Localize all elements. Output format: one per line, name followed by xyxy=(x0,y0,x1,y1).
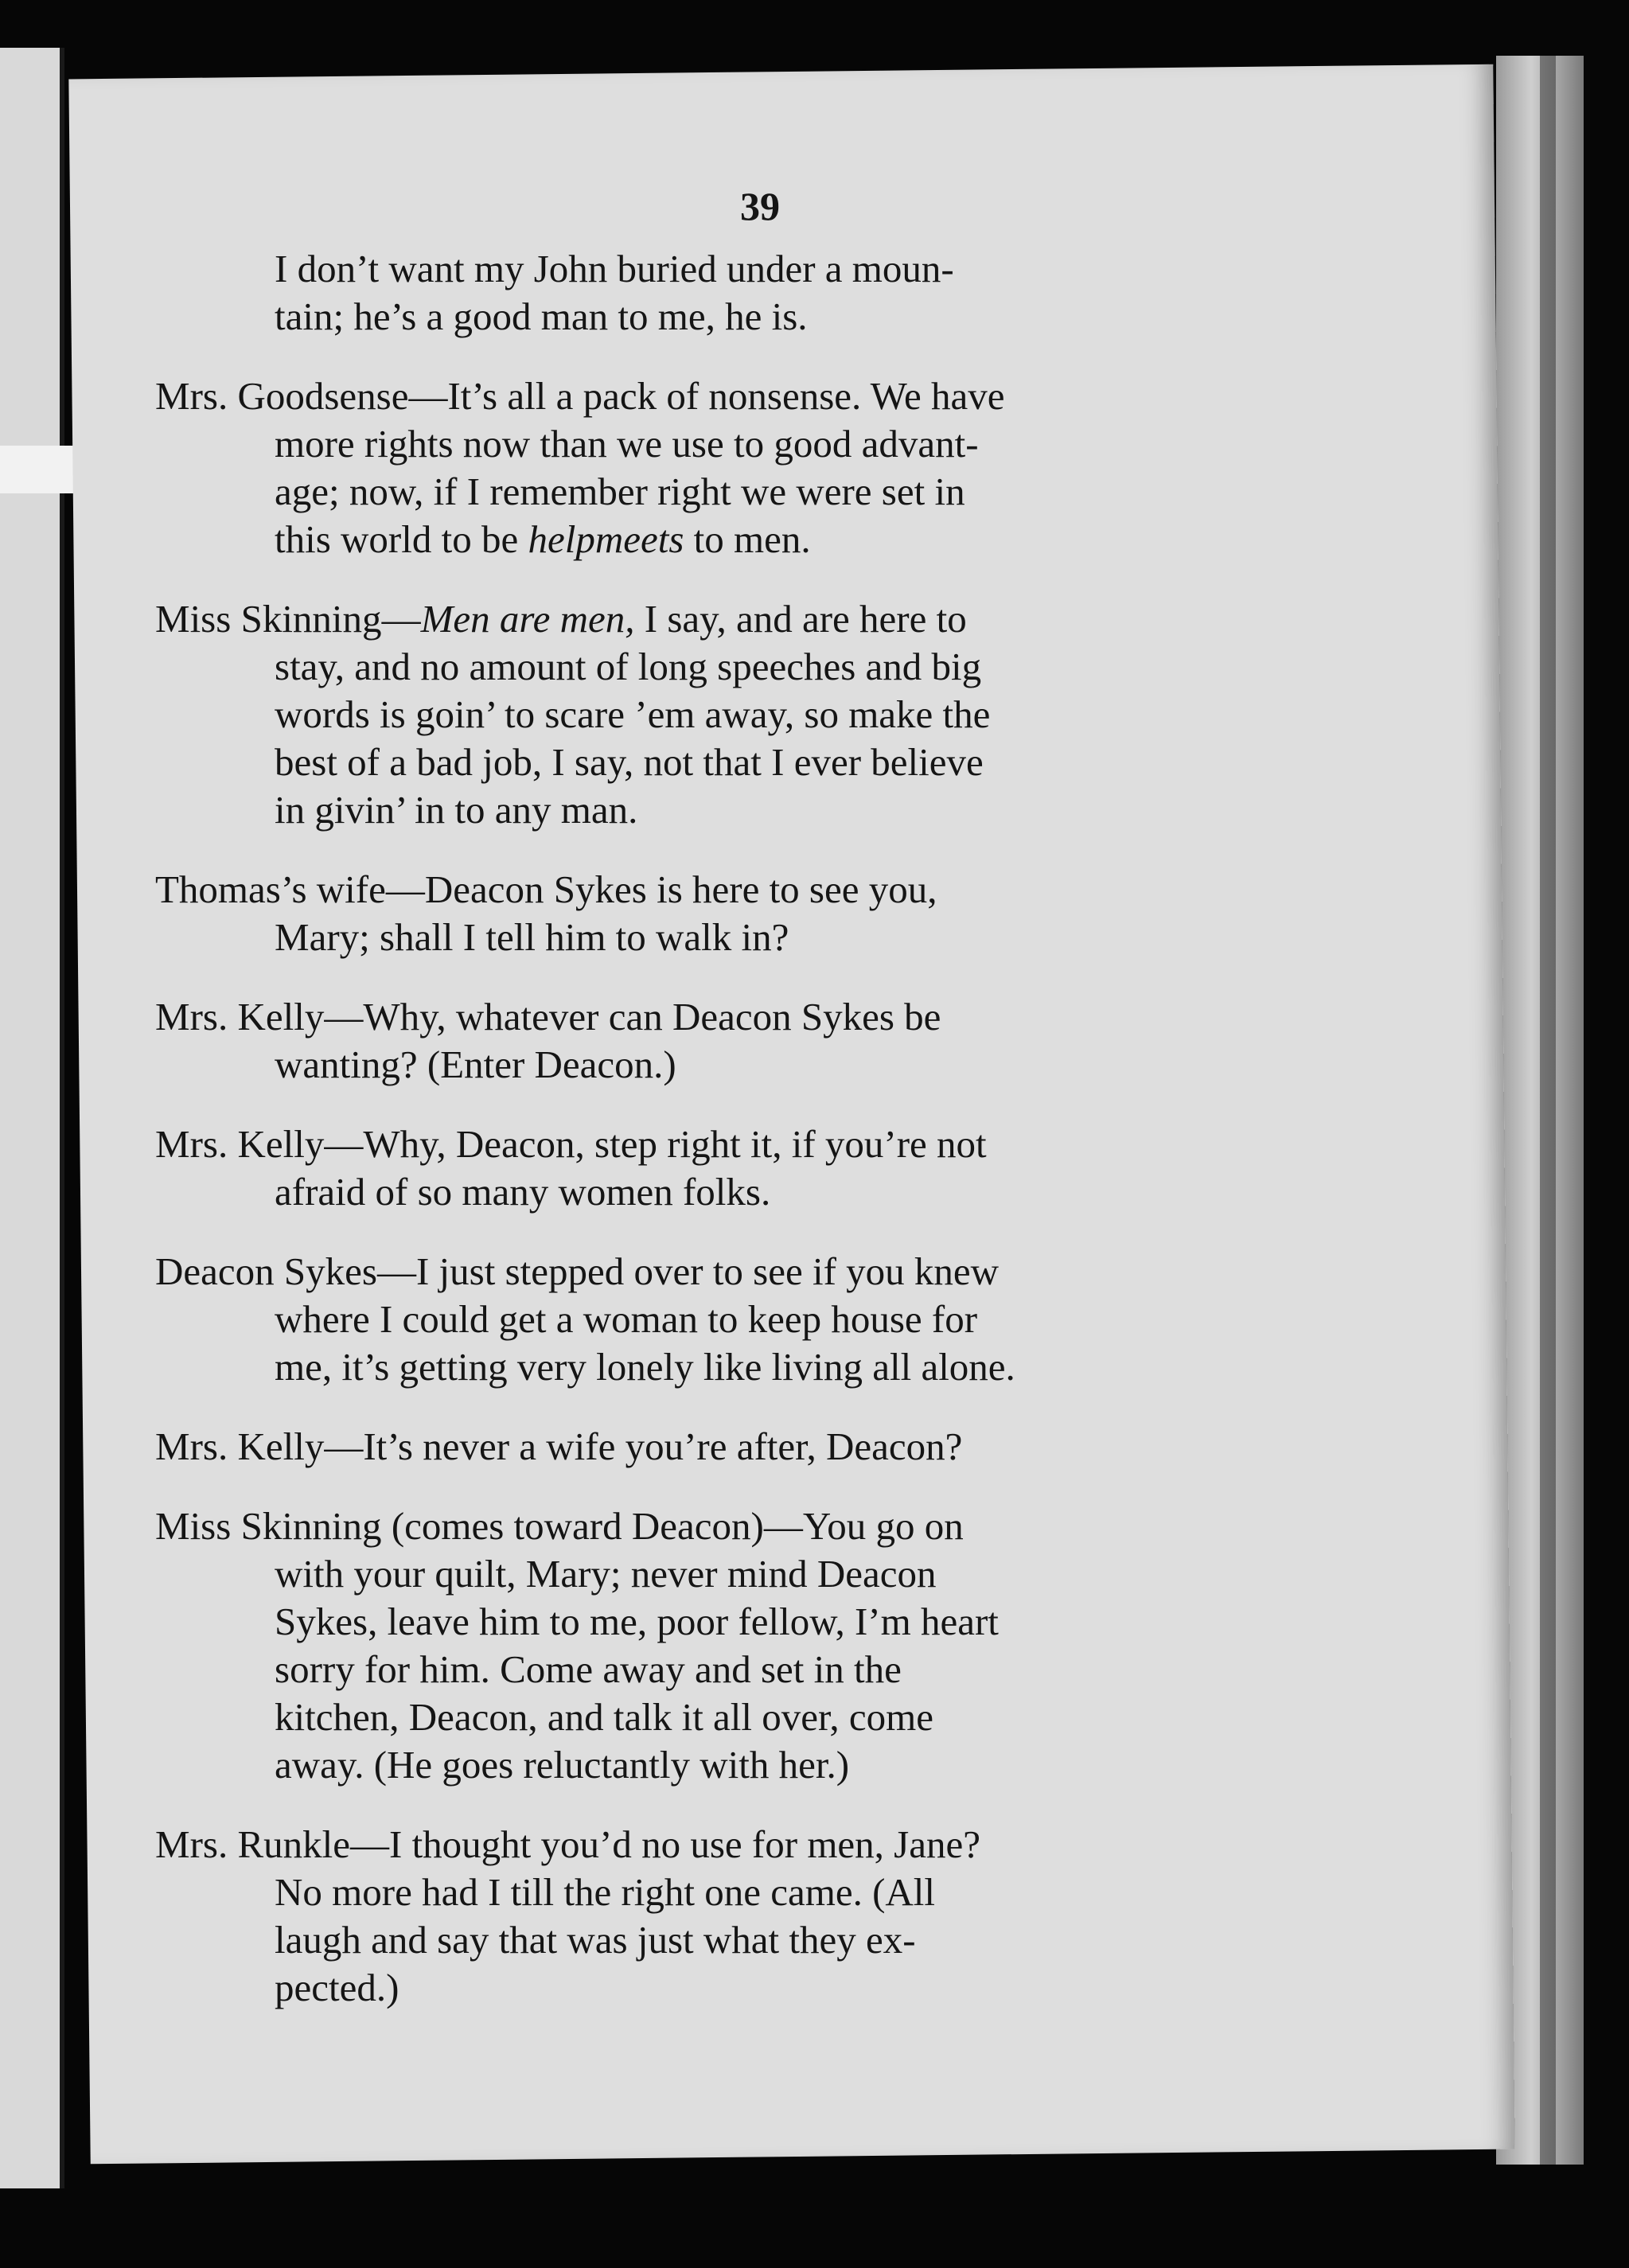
page-text xyxy=(155,183,1333,2044)
page-number: 39 xyxy=(740,184,780,228)
line-text: I say, and are here to xyxy=(634,597,967,641)
text-line: where I could get a woman to keep house for xyxy=(275,1297,978,1341)
text-line: kitchen, Deacon, and talk it all over, come xyxy=(275,1695,933,1739)
text-line: age; now, if I remember right we were set in xyxy=(275,470,965,513)
text-line xyxy=(155,1248,1333,1296)
text-line: sorry for him. Come away and set in the xyxy=(275,1647,902,1691)
line-text: this world to be xyxy=(275,517,528,561)
text-line: pected.) xyxy=(275,1966,399,2009)
dialogue-entry xyxy=(155,372,1333,563)
text-line: with your quilt, Mary; never mind Deacon xyxy=(275,1552,937,1596)
speaker-name: Mrs. Kelly xyxy=(155,1122,325,1166)
speaker-name: Mrs. Runkle xyxy=(155,1822,350,1866)
previous-page-edge xyxy=(0,48,64,2188)
text-line xyxy=(155,1423,1333,1471)
dialogue-entry xyxy=(155,1423,1333,1471)
speaker-name: Mrs. Kelly xyxy=(155,1424,325,1468)
line-text: —Why, whatever can Deacon Sykes be xyxy=(324,995,941,1039)
text-line: me, it’s getting very lonely like living all alone. xyxy=(275,1345,1015,1389)
speaker-name: Mrs. Kelly xyxy=(155,995,325,1039)
dialogue-entry xyxy=(155,1248,1333,1391)
text-line xyxy=(155,516,1333,563)
text-line: No more had I till the right one came. (All xyxy=(275,1870,936,1914)
dialogue-entry xyxy=(155,1821,1333,2012)
text-line: Mary; shall I tell him to walk in? xyxy=(275,915,789,959)
text-line: words is goin’ to scare ’em away, so make the xyxy=(275,692,991,736)
text-line: wanting? (Enter Deacon.) xyxy=(275,1042,676,1086)
dialogue-entry xyxy=(155,1120,1333,1216)
line-text: —Deacon Sykes is here to see you, xyxy=(385,867,937,911)
text-line xyxy=(155,1120,1333,1168)
speaker-name: Miss Skinning xyxy=(155,597,382,641)
line-text: —Why, Deacon, step right it, if you’re not xyxy=(324,1122,987,1166)
text-line xyxy=(155,866,1333,914)
line-text: —I just stepped over to see if you knew xyxy=(376,1249,1000,1293)
book-edge-shadow xyxy=(1540,56,1556,2165)
dialogue-entry xyxy=(155,866,1333,961)
line-text: —It’s never a wife you’re after, Deacon? xyxy=(324,1424,963,1468)
text-line: stay, and no amount of long speeches and big xyxy=(275,645,982,688)
text-line: more rights now than we use to good advant- xyxy=(275,422,979,466)
text-line: away. (He goes reluctantly with her.) xyxy=(275,1743,850,1787)
text-line: laugh and say that was just what they ex- xyxy=(275,1918,916,1962)
text-line xyxy=(155,1821,1333,1869)
text-line: best of a bad job, I say, not that I ever believe xyxy=(275,740,984,784)
dialogue-entry xyxy=(155,245,1333,341)
text-line: I don’t want my John buried under a moun- xyxy=(275,247,954,290)
line-text: — xyxy=(381,597,421,641)
text-line xyxy=(155,993,1333,1041)
speaker-name: Thomas’s wife xyxy=(155,867,386,911)
text-line: in givin’ in to any man. xyxy=(275,788,638,832)
line-text: —I thought you’d no use for men, Jane? xyxy=(350,1822,980,1866)
text-line: Sykes, leave him to me, poor fellow, I’m heart xyxy=(275,1600,999,1643)
italic-text: helpmeets xyxy=(528,517,684,561)
line-text: —It’s all a pack of nonsense. We have xyxy=(408,374,1005,418)
line-text: to men. xyxy=(684,517,811,561)
text-line: tain; he’s a good man to me, he is. xyxy=(275,294,808,338)
speaker-name: Deacon Sykes xyxy=(155,1249,377,1293)
dialogue-entry xyxy=(155,595,1333,834)
text-line: afraid of so many women folks. xyxy=(275,1170,771,1214)
italic-text: Men are men, xyxy=(420,597,635,641)
text-line xyxy=(155,595,1333,643)
page-edge-gap xyxy=(0,446,76,493)
dialogue-entry xyxy=(155,1502,1333,1789)
text-line xyxy=(155,1502,1333,1550)
text-line xyxy=(155,372,1333,420)
line-text: (comes toward Deacon)—You go on xyxy=(381,1504,964,1548)
dialogue-entry xyxy=(155,993,1333,1089)
speaker-name: Miss Skinning xyxy=(155,1504,382,1548)
speaker-name: Mrs. Goodsense xyxy=(155,374,409,418)
